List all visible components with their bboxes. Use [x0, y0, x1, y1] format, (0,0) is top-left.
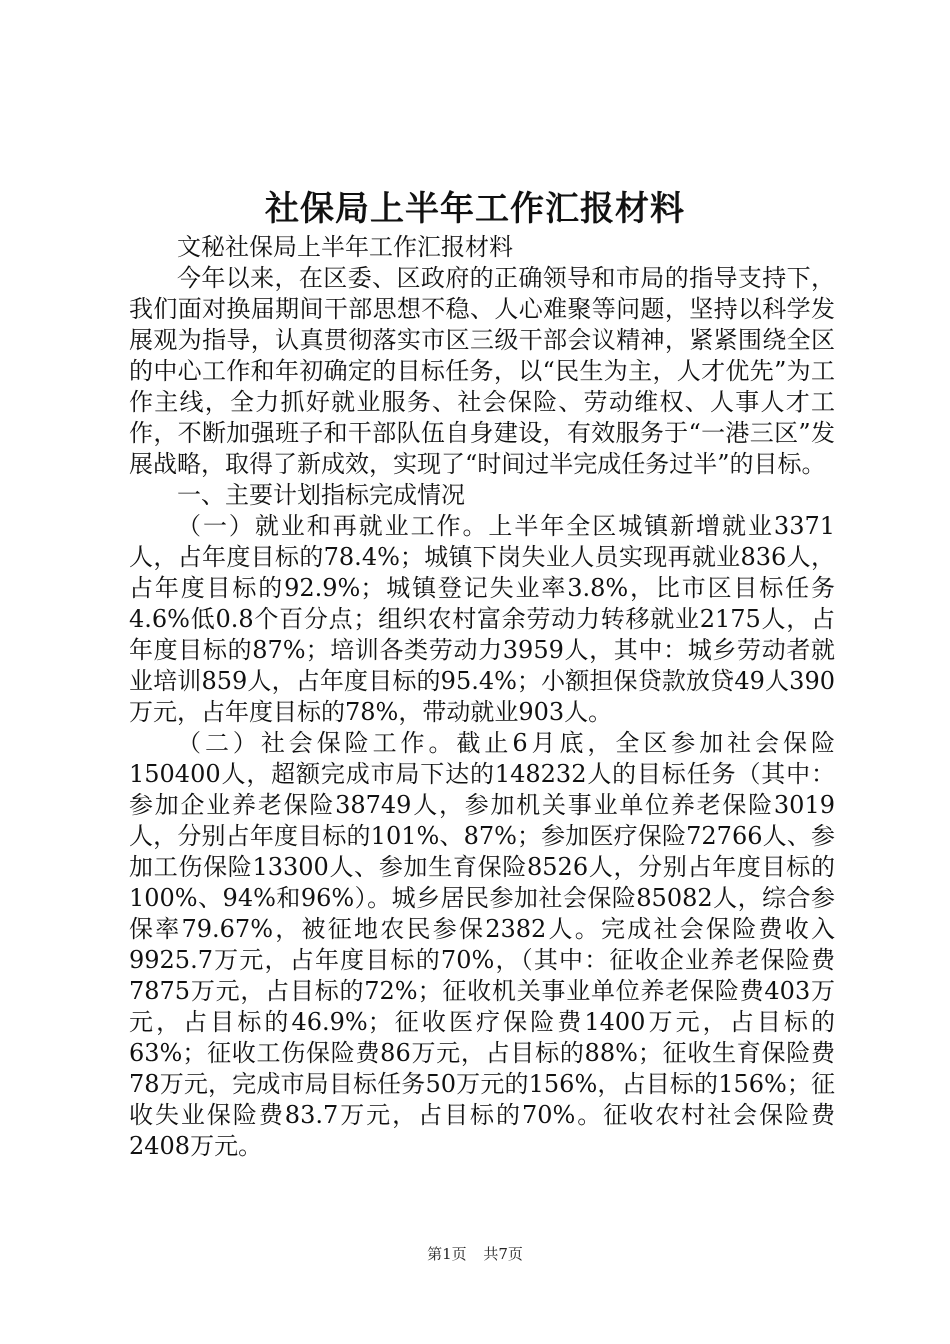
paragraph-employment: （一）就业和再就业工作。上半年全区城镇新增就业3371人，占年度目标的78.4%；城镇下岗失业人员实现再就业836人，占年度目标的92.9%；城镇登记失业率3.8%，比市区目标任务4.6%低0.8个百分点；组织农村富余劳动力转移就业2175人，占年度目标的87%；培训各类劳动力3959人，其中：城乡劳动者就业培训859人，占年度目标的95.4%；小额担保贷款放贷49人390万元，占年度目标的78%，带动就业903人。	[129, 512, 835, 726]
paragraph-subtitle: 文秘社保局上半年工作汇报材料	[177, 233, 513, 261]
paragraph-social-insurance: （二）社会保险工作。截止6月底，全区参加社会保险150400人，超额完成市局下达的148232人的目标任务（其中：参加企业养老保险38749人，参加机关事业单位养老保险3019人，分别占年度目标的101%、87%；参加医疗保险72766人、参加工伤保险13300人、参加生育保险8526人，分别占年度目标的100%、94%和96%）。城乡居民参加社会保险85082人，综合参保率79.67%，被征地农民参保2382人。完成社会保险费收入9925.7万元，占年度目标的70%，（其中：征收企业养老保险费7875万元，占目标的72%；征收机关事业单位养老保险费403万元，占目标的46.9%；征收医疗保险费1400万元，占目标的63%；征收工伤保险费86万元，占目标的88%；征收生育保险费78万元，完成市局目标任务50万元的156%，占目标的156%；征收失业保险费83.7万元，占目标的70%。征收农村社会保险费2408万元。	[129, 729, 835, 1160]
document-title: 社保局上半年工作汇报材料	[265, 189, 685, 229]
page-footer	[0, 1244, 950, 1264]
section-heading: 一、主要计划指标完成情况	[177, 481, 465, 509]
page-total: 共7页	[483, 1245, 523, 1263]
paragraph-intro: 今年以来，在区委、区政府的正确领导和市局的指导支持下，我们面对换届期间干部思想不稳、人心难聚等问题，坚持以科学发展观为指导，认真贯彻落实市区三级干部会议精神，紧紧围绕全区的中心工作和年初确定的目标任务，以“民生为主，人才优先”为工作主线，全力抓好就业服务、社会保险、劳动维权、人事人才工作，不断加强班子和干部队伍自身建设，有效服务于“一港三区”发展战略，取得了新成效，实现了“时间过半完成任务过半”的目标。	[129, 264, 835, 478]
document-body	[129, 232, 835, 1162]
page-number: 第1页	[427, 1245, 467, 1263]
